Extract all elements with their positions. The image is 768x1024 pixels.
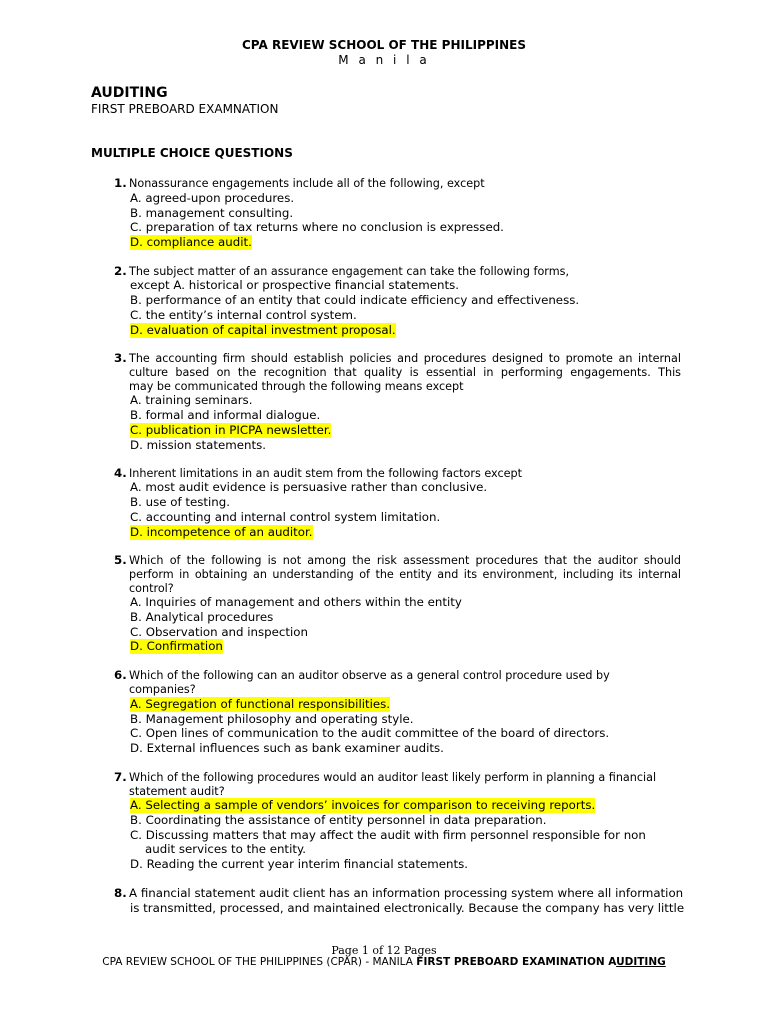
question-stem: control? (129, 582, 174, 595)
option-b: B. use of testing. (130, 495, 230, 509)
question-stem: Inherent limitations in an audit stem from the following factors except (129, 467, 522, 480)
option-c: C. Discussing matters that may affect the audit with firm personnel responsible for non (130, 828, 646, 842)
option-a: A. training seminars. (130, 393, 253, 407)
question-stem: A financial statement audit client has an information processing system where all information (129, 886, 684, 900)
school-city: M a n i l a (338, 53, 430, 67)
page-footer (0, 956, 768, 968)
option-a-answer: A. Selecting a sample of vendors’ invoices for comparison to receiving reports. (130, 798, 596, 812)
question-stem: Nonassurance engagements include all of the following, except (129, 177, 485, 190)
option-d-answer: D. Confirmation (130, 639, 223, 653)
option-d-answer: D. compliance audit. (130, 235, 252, 249)
option-a: A. agreed-upon procedures. (130, 191, 295, 205)
question-number: 3. (114, 351, 127, 365)
option-a: A. Inquiries of management and others within the entity (130, 595, 462, 609)
question-stem: culture based on the recognition that quality is essential in performing engagements. This (129, 366, 681, 379)
question-number: 8. (114, 886, 127, 900)
subject-title: AUDITING (91, 85, 168, 101)
option-d-answer: D. incompetence of an auditor. (130, 525, 313, 539)
question-stem: Which of the following can an auditor observe as a general control procedure used by (129, 669, 610, 682)
option-b: B. management consulting. (130, 206, 294, 220)
option-c: C. Observation and inspection (130, 625, 308, 639)
question-number: 4. (114, 466, 127, 480)
question-number: 7. (114, 770, 127, 784)
question-stem: perform in obtaining an understanding of the entity and its environment, including its internal (129, 568, 681, 581)
option-d: D. mission statements. (130, 438, 266, 452)
option-b: B. performance of an entity that could indicate efficiency and effectiveness. (130, 293, 580, 307)
option-c-continued: audit services to the entity. (145, 842, 307, 856)
footer-school: CPA REVIEW SCHOOL OF THE PHILIPPINES (CPAR) - MANILA (102, 956, 417, 968)
question-number: 6. (114, 668, 127, 682)
footer-exam: FIRST PREBOARD EXAMINATION A (416, 956, 617, 968)
question-number: 2. (114, 264, 127, 278)
school-name: CPA REVIEW SCHOOL OF THE PHILIPPINES (241, 38, 526, 52)
page-number: Page 1 of 12 Pages (331, 944, 437, 957)
option-c-answer: C. publication in PICPA newsletter. (130, 423, 332, 437)
option-b: B. Analytical procedures (130, 610, 274, 624)
question-number: 1. (114, 176, 127, 190)
exam-title: FIRST PREBOARD EXAMNATION (91, 102, 279, 116)
question-stem: Which of the following is not among the risk assessment procedures that the auditor should (129, 554, 681, 567)
option-d: D. Reading the current year interim financial statements. (130, 857, 468, 871)
option-d-answer: D. evaluation of capital investment proposal. (130, 323, 396, 337)
option-a: except A. historical or prospective financial statements. (130, 278, 460, 292)
question-stem: may be communicated through the following means except (129, 380, 464, 393)
question-stem: The accounting firm should establish policies and procedures designed to promote an internal (129, 352, 681, 365)
section-title: MULTIPLE CHOICE QUESTIONS (91, 146, 293, 160)
option-a: A. most audit evidence is persuasive rather than conclusive. (130, 480, 488, 494)
question-stem: statement audit? (129, 785, 225, 798)
question-stem: The subject matter of an assurance engagement can take the following forms, (129, 265, 569, 278)
option-b: B. Management philosophy and operating style. (130, 712, 414, 726)
option-a-answer: A. Segregation of functional responsibilities. (130, 697, 391, 711)
option-b: B. formal and informal dialogue. (130, 408, 321, 422)
option-c: C. Open lines of communication to the audit committee of the board of directors. (130, 726, 610, 740)
question-stem: companies? (129, 683, 196, 696)
option-b: B. Coordinating the assistance of entity personnel in data preparation. (130, 813, 547, 827)
option-c: C. the entity’s internal control system. (130, 308, 357, 322)
option-c: C. preparation of tax returns where no conclusion is expressed. (130, 220, 504, 234)
question-number: 5. (114, 553, 127, 567)
option-d: D. External influences such as bank examiner audits. (130, 741, 444, 755)
question-stem: Which of the following procedures would an auditor least likely perform in planning a financial (129, 771, 657, 784)
question-stem: is transmitted, processed, and maintained electronically. Because the company has very little (130, 901, 685, 915)
footer-subject: UDITING (616, 956, 666, 968)
option-c: C. accounting and internal control system limitation. (130, 510, 441, 524)
